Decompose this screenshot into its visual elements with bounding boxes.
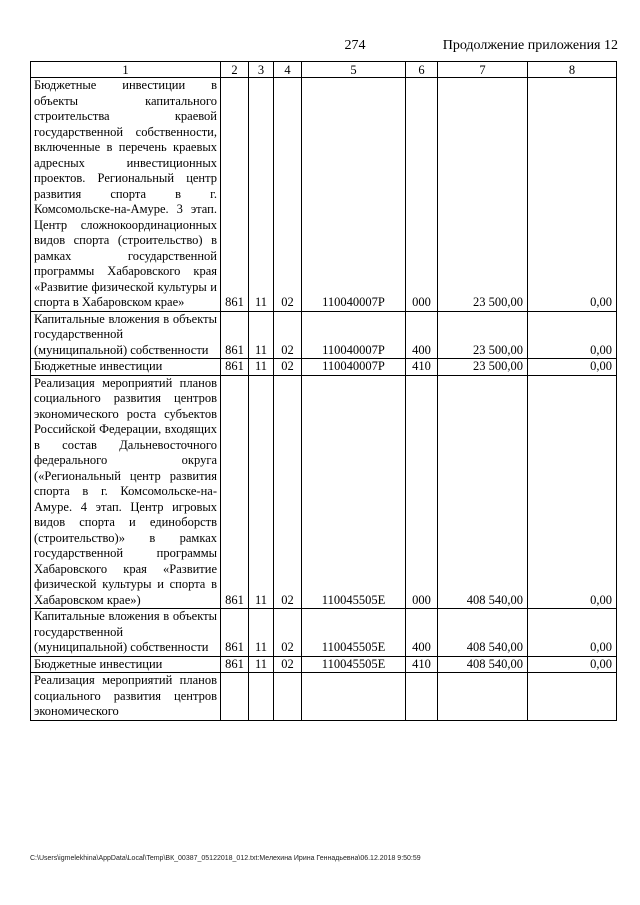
cell-amount-2: 0,00 — [528, 375, 617, 609]
table-row — [31, 609, 617, 657]
row-name-cell: Реализация мероприятий планов социального развития центров экономического — [31, 673, 221, 721]
cell-expense-type — [406, 673, 438, 721]
column-header: 7 — [438, 62, 528, 78]
table-row — [31, 311, 617, 359]
cell-section: 11 — [249, 656, 274, 673]
row-name-cell: Бюджетные инвестиции — [31, 656, 221, 673]
cell-subsection: 02 — [274, 375, 302, 609]
cell-amount: 408 540,00 — [438, 375, 528, 609]
cell-subsection: 02 — [274, 359, 302, 376]
cell-amount-2 — [528, 673, 617, 721]
cell-expense-type: 410 — [406, 359, 438, 376]
cell-ministry-code: 861 — [221, 311, 249, 359]
cell-amount-2: 0,00 — [528, 656, 617, 673]
cell-amount: 408 540,00 — [438, 609, 528, 657]
cell-subsection: 02 — [274, 656, 302, 673]
cell-ministry-code: 861 — [221, 375, 249, 609]
cell-ministry-code — [221, 673, 249, 721]
cell-ministry-code: 861 — [221, 359, 249, 376]
cell-expense-type: 000 — [406, 78, 438, 312]
cell-target-article: 110045505Е — [302, 656, 406, 673]
cell-expense-type: 410 — [406, 656, 438, 673]
column-header: 8 — [528, 62, 617, 78]
footer-file-path: C:\Users\igmelekhina\AppData\Local\Temp\ВК_00387_05122018_012.txt:Мелехина Ирина Геннадьевна\06.12.2018 9:50:59 — [30, 855, 421, 862]
cell-subsection — [274, 673, 302, 721]
table-row — [31, 78, 617, 312]
cell-ministry-code: 861 — [221, 609, 249, 657]
row-name-cell: Капитальные вложения в объекты государственной (муниципальной) собственности — [31, 311, 221, 359]
cell-section: 11 — [249, 609, 274, 657]
cell-target-article: 110040007Р — [302, 78, 406, 312]
cell-target-article: 110045505Е — [302, 609, 406, 657]
column-header: 4 — [274, 62, 302, 78]
budget-table — [30, 61, 617, 721]
cell-target-article: 110040007Р — [302, 359, 406, 376]
cell-expense-type: 400 — [406, 311, 438, 359]
cell-amount-2: 0,00 — [528, 78, 617, 312]
cell-expense-type: 000 — [406, 375, 438, 609]
cell-expense-type: 400 — [406, 609, 438, 657]
cell-amount — [438, 673, 528, 721]
cell-amount-2: 0,00 — [528, 311, 617, 359]
column-header: 2 — [221, 62, 249, 78]
row-name-cell: Бюджетные инвестиции в объекты капитального строительства краевой государственной собственности, включенные в перечень краевых адресных инвестиционных проектов. Региональный центр развития спорта в г. Комсомольске-на-Амуре. 3 этап. Центр сложнокоординационных видов спорта (строительство) в рамках государственной программы Хабаровского края «Развитие физической культуры и спорта в Хабаровском крае» — [31, 78, 221, 312]
cell-section: 11 — [249, 311, 274, 359]
table-row — [31, 656, 617, 673]
row-name-cell: Реализация мероприятий планов социального развития центров экономического роста субъектов Российской Федерации, входящих в состав Дальневосточного федерального округа («Региональный центр развития спорта в г. Комсомольске-на-Амуре. 4 этап. Центр игровых видов спорта и единоборств (строительство)» в рамках государственной программы Хабаровского края «Развитие физической культуры и спорта в Хабаровском крае») — [31, 375, 221, 609]
row-name-cell: Капитальные вложения в объекты государственной (муниципальной) собственности — [31, 609, 221, 657]
cell-section: 11 — [249, 375, 274, 609]
cell-amount: 23 500,00 — [438, 311, 528, 359]
cell-section: 11 — [249, 78, 274, 312]
cell-subsection: 02 — [274, 311, 302, 359]
cell-amount-2: 0,00 — [528, 359, 617, 376]
table-header-row — [31, 62, 617, 78]
table-row — [31, 375, 617, 609]
cell-amount-2: 0,00 — [528, 609, 617, 657]
cell-section: 11 — [249, 359, 274, 376]
table-row — [31, 673, 617, 721]
column-header: 3 — [249, 62, 274, 78]
cell-ministry-code: 861 — [221, 656, 249, 673]
cell-target-article: 110045505Е — [302, 375, 406, 609]
cell-amount: 23 500,00 — [438, 359, 528, 376]
table-row — [31, 359, 617, 376]
cell-target-article — [302, 673, 406, 721]
cell-section — [249, 673, 274, 721]
cell-ministry-code: 861 — [221, 78, 249, 312]
appendix-caption: Продолжение приложения 12 — [442, 38, 618, 53]
cell-amount: 23 500,00 — [438, 78, 528, 312]
cell-subsection: 02 — [274, 78, 302, 312]
cell-subsection: 02 — [274, 609, 302, 657]
column-header: 1 — [31, 62, 221, 78]
page-number: 274 — [344, 38, 366, 53]
cell-target-article: 110040007Р — [302, 311, 406, 359]
column-header: 5 — [302, 62, 406, 78]
cell-amount: 408 540,00 — [438, 656, 528, 673]
row-name-cell: Бюджетные инвестиции — [31, 359, 221, 376]
column-header: 6 — [406, 62, 438, 78]
